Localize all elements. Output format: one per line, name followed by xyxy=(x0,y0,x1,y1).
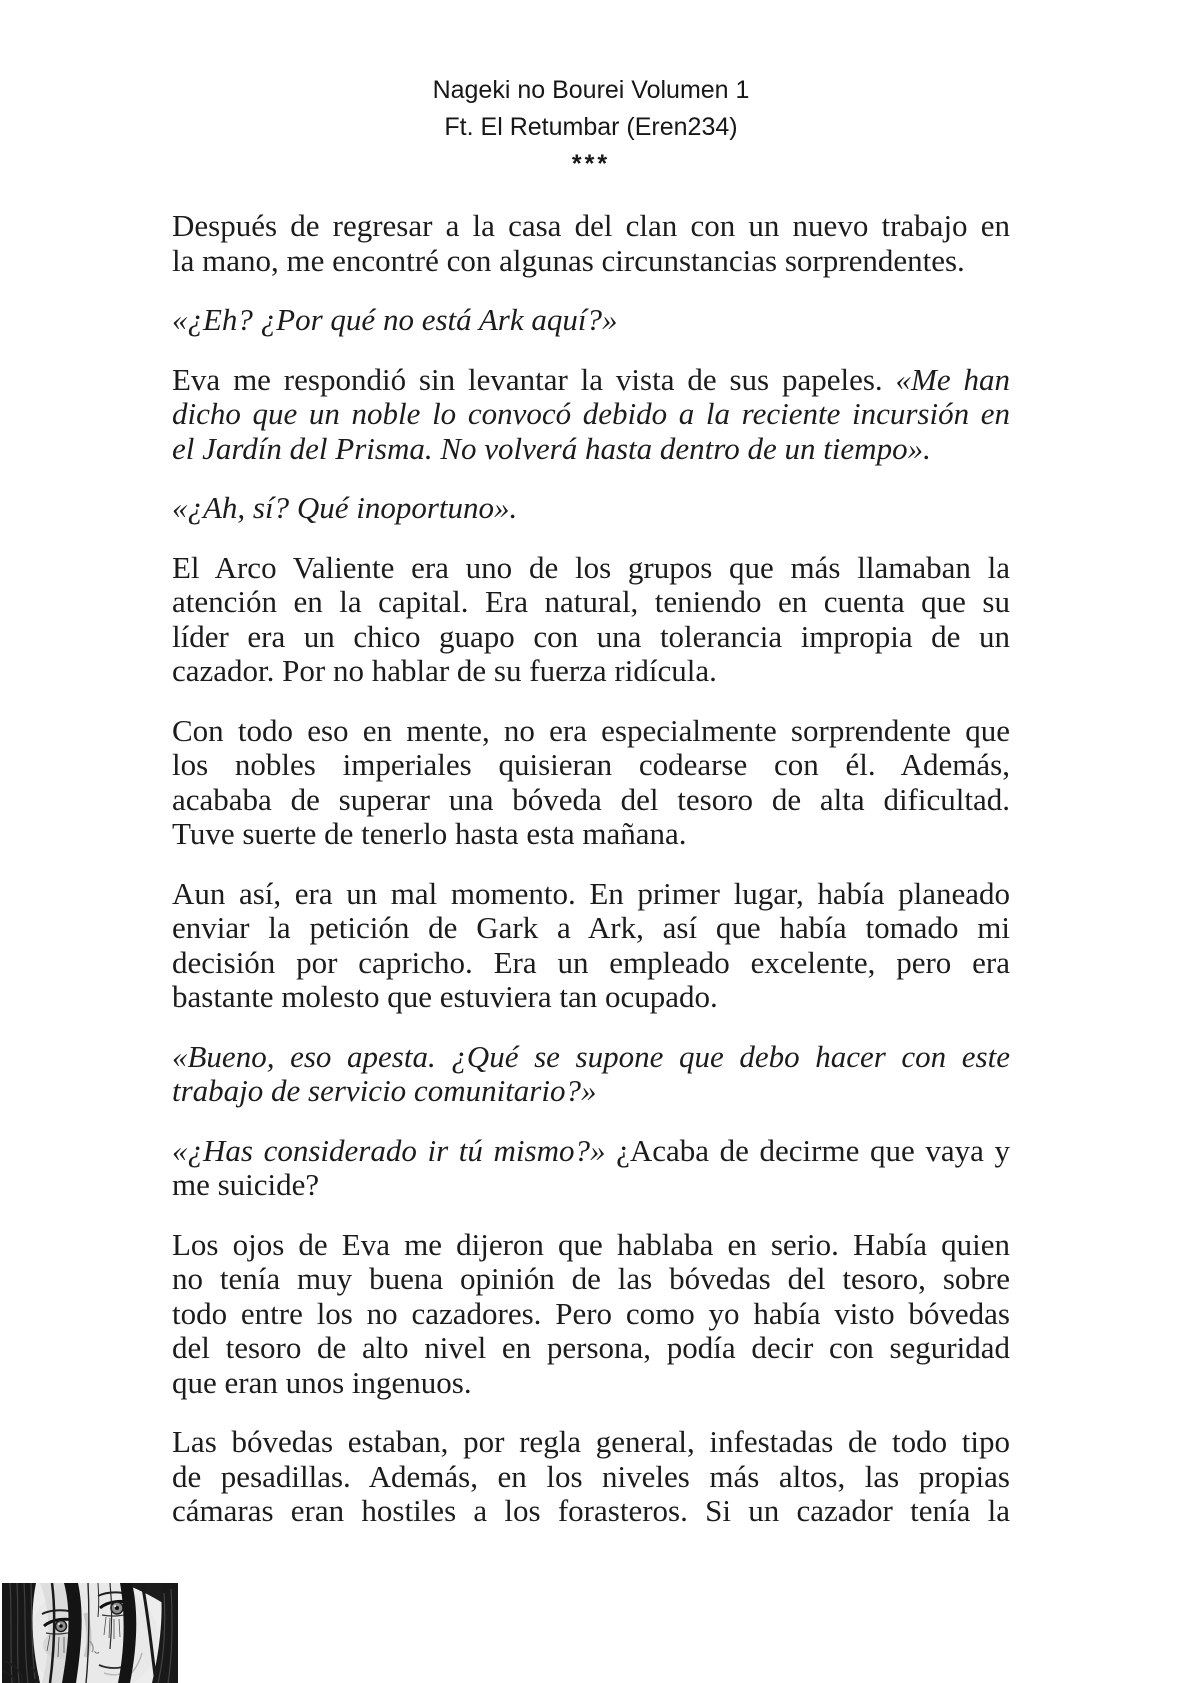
text-line xyxy=(172,714,1010,749)
manga-face-svg xyxy=(2,1583,178,1683)
text-segment: bastante molesto que estuviera tan ocupado. xyxy=(172,979,718,1014)
text-line xyxy=(172,551,1010,586)
text-segment: El Arco Valiente era uno de los grupos que más llamaban la xyxy=(172,549,1010,585)
text-segment: no tenía muy buena opinión de las bóvedas del tesoro, sobre xyxy=(172,1261,1010,1296)
italic-text-segment: dicho que un noble lo convocó debido a la reciente incursión en xyxy=(172,396,1010,431)
text-line xyxy=(172,1297,1010,1332)
text-segment: todo entre los no cazadores. Pero como yo había visto bóvedas xyxy=(172,1295,1010,1331)
text-segment: acababa de superar una bóveda del tesoro de alta dificultad. xyxy=(172,781,1010,817)
paragraph xyxy=(172,714,1010,852)
italic-text-segment: «¿Eh? ¿Por qué no está Ark aquí?» xyxy=(172,302,618,337)
paragraph xyxy=(172,1228,1010,1401)
text-line xyxy=(172,911,1010,946)
text-line xyxy=(172,1460,1010,1495)
text-line xyxy=(172,817,1010,852)
text-line xyxy=(172,209,1010,244)
text-segment: Eva me respondió sin levantar la vista de sus papeles. xyxy=(172,361,896,397)
paragraph xyxy=(172,1425,1010,1529)
text-segment: atención en la capital. Era natural, teniendo en cuenta que su xyxy=(172,584,1010,619)
text-segment: cámaras eran hostiles a los forasteros. Si un cazador tenía la xyxy=(172,1493,1010,1528)
text-line xyxy=(172,1366,1010,1401)
text-segment: cazador. Por no hablar de su fuerza ridícula. xyxy=(172,653,717,688)
text-segment: decisión por capricho. Era un empleado excelente, pero era xyxy=(172,944,1010,980)
text-line xyxy=(172,748,1010,783)
page-title: Nageki no Bourei Volumen 1 xyxy=(432,76,750,104)
paragraph xyxy=(172,363,1010,467)
paragraph xyxy=(172,877,1010,1015)
document-header xyxy=(172,72,1010,183)
text-segment: la mano, me encontré con algunas circunstancias sorprendentes. xyxy=(172,242,965,278)
text-line xyxy=(172,654,1010,689)
section-separator: *** xyxy=(571,150,611,178)
italic-text-segment: el Jardín del Prisma. No volverá hasta dentro de un tiempo». xyxy=(172,430,931,466)
text-segment: ¿Acaba de decirme que vaya y xyxy=(616,1132,1010,1168)
text-line xyxy=(172,1168,1010,1203)
manga-face-illustration xyxy=(2,1583,178,1683)
italic-text-segment: trabajo de servicio comunitario?» xyxy=(172,1073,597,1108)
text-line xyxy=(172,491,1010,526)
text-line xyxy=(172,783,1010,818)
text-line xyxy=(172,397,1010,432)
text-segment: de pesadillas. Además, en los niveles más altos, las propias xyxy=(172,1458,1010,1494)
text-segment: Las bóvedas estaban, por regla general, infestadas de todo tipo xyxy=(172,1424,1010,1459)
body-text xyxy=(172,209,1010,1529)
text-line xyxy=(172,1331,1010,1366)
text-segment: Con todo eso en mente, no era especialmente sorprendente que xyxy=(172,712,1010,748)
text-segment: enviar la petición de Gark a Ark, así que había tomado mi xyxy=(172,910,1010,945)
text-line xyxy=(172,585,1010,620)
paragraph xyxy=(172,1134,1010,1203)
paragraph xyxy=(172,303,1010,338)
text-line xyxy=(172,877,1010,912)
text-segment: me suicide? xyxy=(172,1167,320,1202)
text-line xyxy=(172,303,1010,338)
text-segment: Después de regresar a la casa del clan con un nuevo trabajo en xyxy=(172,208,1010,243)
text-line xyxy=(172,363,1010,398)
paragraph xyxy=(172,551,1010,689)
text-segment: Aun así, era un mal momento. En primer lugar, había planeado xyxy=(172,875,1010,911)
text-line xyxy=(172,432,1010,467)
text-segment: Los ojos de Eva me dijeron que hablaba en serio. Había quien xyxy=(172,1226,1010,1262)
text-line xyxy=(172,1262,1010,1297)
text-segment: los nobles imperiales quisieran codearse con él. Además, xyxy=(172,747,1010,782)
text-line xyxy=(172,946,1010,981)
italic-text-segment: «¿Ah, sí? Qué inoportuno». xyxy=(172,490,518,525)
text-line xyxy=(172,1040,1010,1075)
paragraph xyxy=(172,1040,1010,1109)
page-subtitle: Ft. El Retumbar (Eren234) xyxy=(444,113,738,141)
text-segment: Tuve suerte de tenerlo hasta esta mañana. xyxy=(172,816,687,851)
italic-text-segment: «¿Has considerado ir tú mismo?» xyxy=(172,1132,617,1168)
text-line xyxy=(172,1074,1010,1109)
italic-text-segment: «Bueno, eso apesta. ¿Qué se supone que debo hacer con este xyxy=(172,1038,1010,1074)
text-segment: que eran unos ingenuos. xyxy=(172,1364,472,1400)
italic-text-segment: «Me han xyxy=(895,361,1010,397)
text-line xyxy=(172,980,1010,1015)
text-line xyxy=(172,1228,1010,1263)
text-line xyxy=(172,1134,1010,1169)
text-line xyxy=(172,1425,1010,1460)
paragraph xyxy=(172,209,1010,278)
text-line xyxy=(172,244,1010,279)
text-line xyxy=(172,620,1010,655)
text-segment: líder era un chico guapo con una tolerancia impropia de un xyxy=(172,618,1010,654)
text-line xyxy=(172,1494,1010,1529)
paragraph xyxy=(172,491,1010,526)
text-segment: del tesoro de alto nivel en persona, podía decir con seguridad xyxy=(172,1330,1010,1365)
